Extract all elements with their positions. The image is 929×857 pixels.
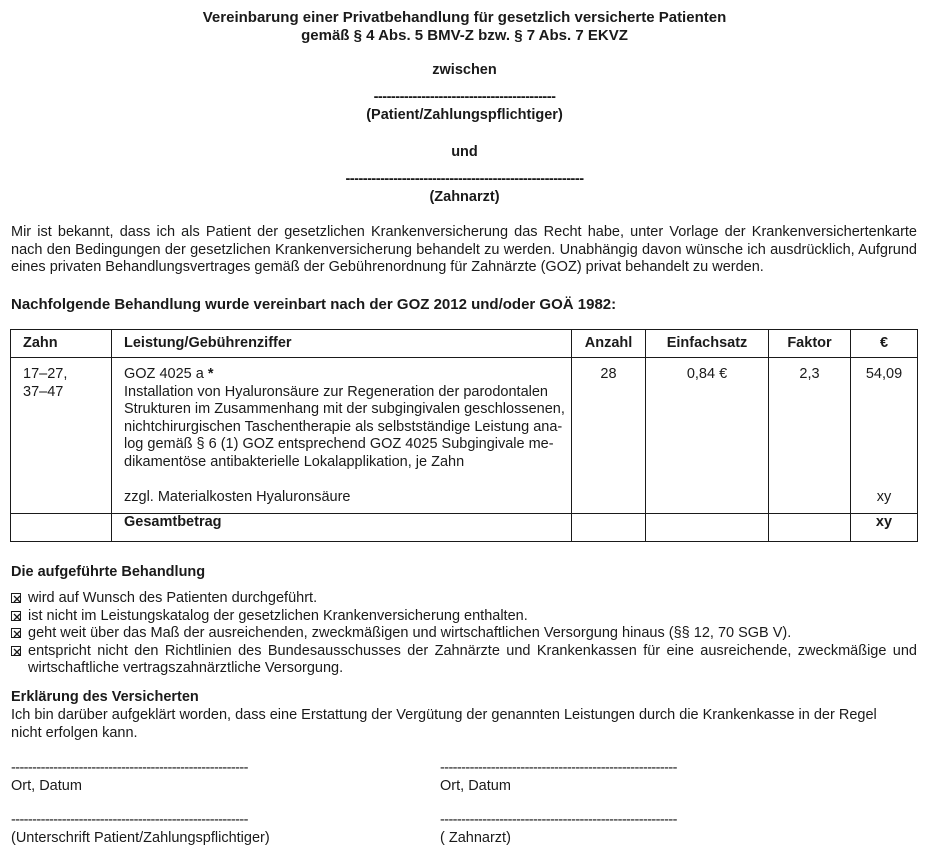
checklist-item: ist nicht im Leistungskatalog der gesetzlichen Krankenversicherung enthalten.: [11, 608, 917, 626]
table-total-row: [11, 514, 918, 542]
header-factor: Faktor: [769, 330, 851, 358]
cell-simple-rate: [646, 358, 769, 514]
cell-count: [572, 358, 646, 514]
checked-box-icon[interactable]: [11, 646, 21, 656]
checked-box-icon[interactable]: [11, 593, 21, 603]
and-label: und: [451, 144, 478, 160]
declaration-heading: Erklärung des Versicherten: [11, 689, 199, 705]
dentist-signature-label: ( Zahnarzt): [440, 830, 511, 846]
checked-box-icon[interactable]: [11, 611, 21, 621]
left-place-date-label: Ort, Datum: [11, 778, 82, 794]
agreement-heading: Nachfolgende Behandlung wurde vereinbart nach der GOZ 2012 und/oder GOÄ 1982:: [11, 296, 617, 313]
service-description-line: log gemäß § 6 (1) GOZ entsprechend GOZ 4025 Subgingivale me-: [124, 436, 554, 452]
total-value: xy: [851, 514, 918, 542]
patient-label: (Patient/Zahlungspflichtiger): [366, 107, 563, 123]
header-simple-rate: Einfachsatz: [646, 330, 769, 358]
declaration-text-line2: nicht erfolgen kann.: [11, 725, 138, 741]
tooth-range-lower: 37–47: [23, 383, 64, 400]
checked-box-icon[interactable]: [11, 628, 21, 638]
cell-euro: [851, 358, 918, 514]
intro-paragraph: Mir ist bekannt, dass ich als Patient der gesetzlichen Krankenversicherung das Recht habe, unter Vorlage der Krankenversichertenkarte nach den Bedingungen der gesetzlichen Krankenversicherung behandelt zu werden. Unabhängig davon wünsche ich ausdrücklich, Aufgrund eines privaten Behandlungsvertrages gemäß der Gebührenordnung für Zahnärzte (GOZ) privat behandelt zu werden.: [11, 224, 917, 275]
between-label: zwischen: [432, 62, 497, 78]
cell-tooth: [11, 358, 112, 514]
left-date-line: --------------------------------------------------------: [11, 760, 248, 776]
simple-rate-value: 0,84 €: [686, 366, 728, 382]
total-label: Gesamtbetrag: [112, 514, 572, 542]
tooth-range-upper: 17–27,: [23, 366, 68, 382]
material-euro-value: xy: [876, 488, 892, 505]
left-signature-line: --------------------------------------------------------: [11, 812, 248, 828]
count-value: 28: [600, 366, 617, 382]
header-euro: €: [851, 330, 918, 358]
right-signature-line: --------------------------------------------------------: [440, 812, 677, 828]
cell-service: [112, 358, 572, 514]
service-description-line: Strukturen im Zusammenhang mit der subgingivalen geschlossenen,: [124, 401, 565, 417]
dentist-signature-line: -------------------------------------------------------: [345, 171, 584, 187]
header-service: Leistung/Gebührenziffer: [112, 330, 572, 358]
service-code: GOZ 4025 a: [124, 366, 208, 382]
factor-value: 2,3: [799, 366, 820, 382]
header-count: Anzahl: [572, 330, 646, 358]
declaration-text-line1: Ich bin darüber aufgeklärt worden, dass eine Erstattung der Vergütung der genannten Leistungen durch die Krankenkasse in der Regel: [11, 707, 877, 723]
table-header-row: [11, 330, 918, 358]
header-tooth: Zahn: [11, 330, 112, 358]
right-date-line: --------------------------------------------------------: [440, 760, 677, 776]
cell-factor: [769, 358, 851, 514]
service-description-line: nichtchirurgischen Taschentherapie als selbstständige Leistung ana-: [124, 418, 563, 435]
table-row: [11, 358, 918, 514]
checklist-item: entspricht nicht den Richtlinien des Bundesausschusses der Zahnärzte und Krankenkassen für eine ausreichende, zweckmäßige und wirtschaftliche vertragszahnärztliche Versorgung.: [11, 643, 917, 678]
patient-signature-line: ------------------------------------------: [373, 89, 556, 105]
material-costs: zzgl. Materialkosten Hyaluronsäure: [124, 489, 351, 505]
treatment-heading: Die aufgeführte Behandlung: [11, 564, 206, 580]
checklist-item: wird auf Wunsch des Patienten durchgeführt.: [11, 590, 917, 608]
dentist-label: (Zahnarzt): [429, 189, 500, 205]
service-code-line: [124, 366, 565, 384]
service-description-line: dikamentöse antibakterielle Lokalapplikation, je Zahn: [124, 453, 465, 470]
document-title-line2: gemäß § 4 Abs. 5 BMV-Z bzw. § 7 Abs. 7 EKVZ: [301, 27, 628, 44]
right-place-date-label: Ort, Datum: [440, 778, 511, 794]
service-code-star: *: [207, 366, 214, 382]
treatment-table: [10, 329, 918, 542]
treatment-checklist: [11, 590, 917, 678]
patient-signature-label: (Unterschrift Patient/Zahlungspflichtiger): [11, 830, 270, 846]
checklist-item: geht weit über das Maß der ausreichenden, zweckmäßigen und wirtschaftlichen Versorgung hinaus (§§ 12, 70 SGB V).: [11, 625, 917, 643]
service-description-line: Installation von Hyaluronsäure zur Regeneration der parodontalen: [124, 383, 548, 400]
euro-value: 54,09: [865, 366, 903, 382]
document-title-line1: Vereinbarung einer Privatbehandlung für gesetzlich versicherte Patienten: [202, 9, 727, 26]
